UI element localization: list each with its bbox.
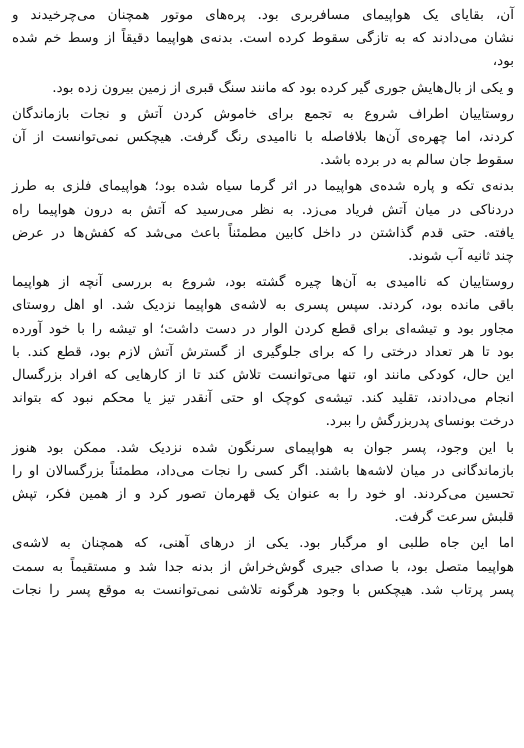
text-line: روستاییان که ناامیدی به آن‌ها چیره گشته بود، شروع به بررسی آنچه از هواپیما <box>12 274 514 291</box>
text-line: بود تا هر تعداد درختی را که برای جلوگیری از گسترش آتش لازم بود، قطع کند. با <box>12 343 514 360</box>
text-line: هواپیما متصل بود، با صدای جیری گوش‌خراش از بدنه جدا شد و مستقیماً به سمت <box>12 558 514 575</box>
text-line: مجاور بود و تیشه‌ای برای قطع کردن الوار در دست داشت؛ او تیشه را با خود آورده <box>12 320 514 337</box>
text-line: با این وجود، پسر جوان به هواپیمای سرنگون شده نزدیک شد. ممکن بود هنوز <box>12 439 514 456</box>
text-line: نشان می‌دادند که به تازگی سقوط کرده است. بدنه‌ی هواپیما دقیقاً از وسط خم شده <box>12 30 514 47</box>
text-line: آن، بقایای یک هواپیمای مسافربری بود. پره‌های موتور همچنان می‌چرخیدند و <box>12 7 514 23</box>
text-line: انجام می‌دادند، تقلید کند. تیشه‌ی کوچک او حتی آنقدر تیز یا محکم نبود که بتواند <box>12 390 514 407</box>
text-line: سقوط جان سالم به در برده باشد. <box>320 152 514 169</box>
text-line: کردند، اما چهره‌ی آن‌ها بلافاصله با ناامیدی رنگ گرفت. هیچکس نمی‌توانست از آن <box>12 129 514 146</box>
text-line: اما این جاه طلبی او مرگبار بود. یکی از درهای آهنی، که همچنان به لاشه‌ی <box>12 535 514 552</box>
text-line: و یکی از بال‌هایش جوری گیر کرده بود که مانند سنگ قبری از زمین بیرون زده بود. <box>52 79 514 96</box>
text-line: بدنه‌ی تکه و پاره شده‌ی هواپیما در اثر گرما سیاه شده بود؛ هواپیمای فلزی به طرز <box>12 178 514 195</box>
text-line: تحسین می‌کردند. او خود را به عنوان یک قهرمان تصور کرد و از همین فکر، تپش <box>12 486 514 503</box>
text-line: این حال، کودکی مانند او، تنها می‌توانست تلاش کند تا از کارهایی که افراد بزرگسال <box>12 367 514 384</box>
text-line: باقی مانده بود، کردند. سپس پسری به لاشه‌ی هواپیما نزدیک شد. او اهل روستای <box>12 297 514 314</box>
text-line: پسر پرتاب شد. هیچکس با وجود هرگونه تلاشی نمی‌توانست به موقع پسر را نجات <box>12 581 514 598</box>
text-line: قلبش سرعت گرفت. <box>394 509 514 526</box>
paragraph-4 <box>12 175 514 268</box>
paragraph-5 <box>12 271 514 433</box>
text-line: بود، <box>492 53 514 70</box>
paragraph-2 <box>12 77 514 100</box>
paragraph-7 <box>12 532 514 602</box>
text-line: چند ثانیه آب شوند. <box>408 248 514 265</box>
text-line: یافته. حتی قدم گذاشتن در داخل کابین مطمئناً باعث می‌شد که کفش‌ها در عرض <box>12 224 514 241</box>
paragraph-6 <box>12 437 514 530</box>
text-line: بازماندگانی در میان لاشه‌ها باشند. اگر کسی را نجات می‌داد، مطمئناً بزرگسالان او را <box>12 462 514 479</box>
paragraph-1 <box>12 4 514 74</box>
text-line: روستاییان اطراف شروع به تجمع برای خاموش کردن آتش و نجات بازماندگان <box>12 105 514 122</box>
text-line: دردناکی در میان آتش فریاد می‌زد. به نظر می‌رسید که آتش به درون هواپیما راه <box>12 201 514 218</box>
text-line: درخت بونسای پدربزرگش را ببرد. <box>325 413 514 430</box>
paragraph-3 <box>12 103 514 173</box>
